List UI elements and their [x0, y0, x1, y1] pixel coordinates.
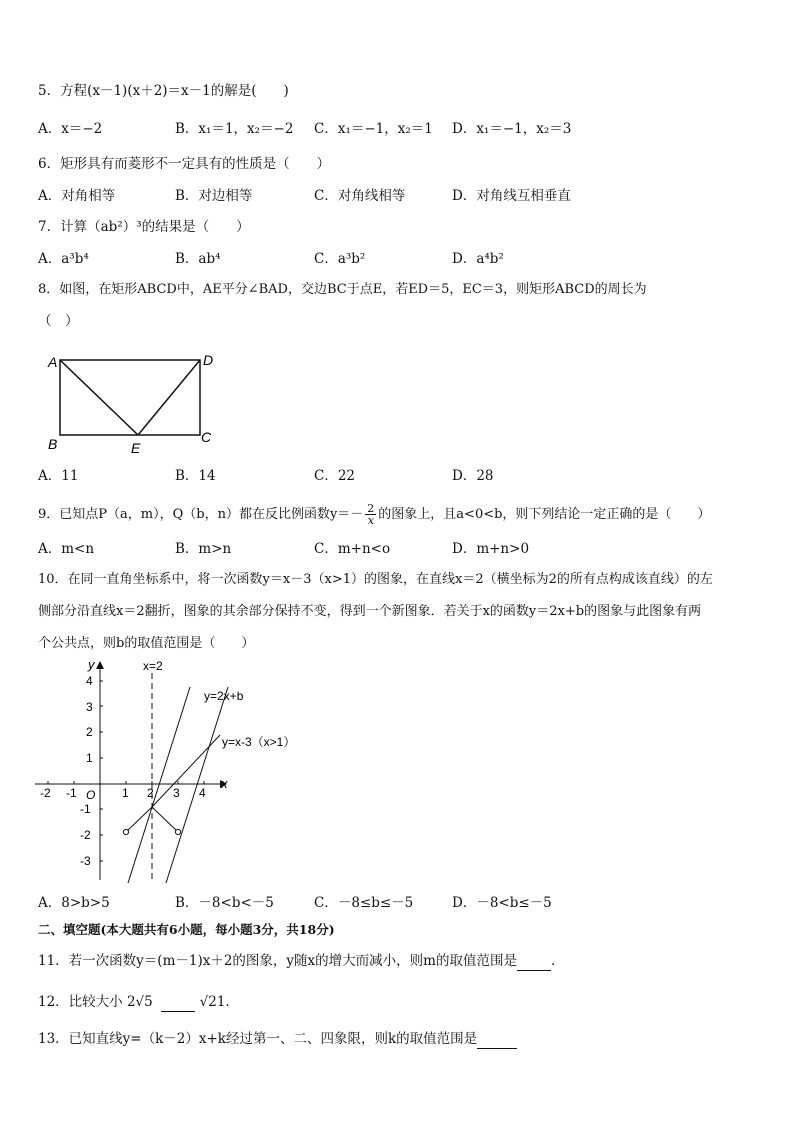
q7-stem: 7．计算（ab²）³的结果是（ ） [38, 219, 250, 235]
x-tick-label: 4 [199, 786, 206, 800]
label-a: A [48, 354, 58, 370]
q6-option-c: C．对角线相等 [314, 188, 406, 204]
q10-option-d: D．－8<b≤－5 [452, 895, 552, 911]
q7-option-a: A．a³b⁴ [38, 251, 89, 267]
q13-stem [38, 1030, 517, 1049]
x-axis-label: x [221, 776, 228, 791]
label-e: E [131, 440, 141, 456]
q13-stem-before: 13．已知直线y=（k－2）x+k经过第一、二、四象限，则k的取值范围是 [38, 1031, 478, 1047]
q9-option-d: D．m+n>0 [452, 541, 530, 557]
q5-option-d: D．x₁＝−1，x₂＝3 [452, 121, 572, 137]
y-axis-arrow [96, 661, 104, 669]
q9-stem-after: 的图象上，且a<0<b，则下列结论一定正确的是（ ） [378, 507, 711, 522]
q9-option-b: B．m>n [175, 541, 232, 557]
q11-answer-blank[interactable] [517, 952, 551, 971]
y-tick-label: -2 [80, 828, 91, 842]
q7-option-d: D．a⁴b² [452, 251, 504, 267]
q9-fraction-numerator: 2 [367, 502, 375, 515]
rectangle-abcd [60, 360, 200, 435]
q10-option-b: B．－8<b<－5 [175, 895, 274, 911]
q8-option-c: C．22 [314, 468, 356, 484]
q10-stem-line1: 10．在同一直角坐标系中，将一次函数y＝x－3（x>1）的图象，在直线x＝2（横坐标为2的所有点构成该直线）的左 [38, 572, 713, 587]
label-b: B [48, 436, 58, 452]
q12-stem-after: √21． [199, 994, 239, 1010]
q8-stem-line2: （ ） [38, 313, 79, 329]
q10-coordinate-graph [30, 655, 320, 885]
line-2x-plus-b-right [166, 687, 228, 883]
label-c: C [201, 429, 212, 445]
q7-option-c: C．a³b² [314, 251, 366, 267]
q9-fraction [365, 503, 376, 526]
dashed-line-label: x=2 [143, 659, 163, 673]
q10-stem-line2: 侧部分沿直线x＝2翻折，图象的其余部分保持不变，得到一个新图象．若关于x的函数y＝2x+b的图象与此图象有两 [38, 604, 702, 619]
reflected-segment [152, 807, 178, 832]
q9-option-c: C．m+n<o [314, 541, 391, 557]
y-axis-label: y [88, 657, 95, 672]
y-tick-label: 4 [86, 674, 93, 688]
q5-stem: 5．方程(x－1)(x＋2)＝x－1的解是( ) [38, 83, 289, 99]
section-title: 二、填空题(本大题共有6小题，每小题3分，共18分) [38, 922, 335, 937]
q7-option-b: B．ab⁴ [175, 251, 221, 267]
q6-option-a: A．对角相等 [38, 188, 116, 204]
open-point-left [123, 829, 128, 834]
y-tick-label: -3 [80, 854, 91, 868]
q12-stem-before: 12．比较大小 2√5 [38, 994, 153, 1010]
open-point-right [175, 829, 180, 834]
q5-option-c: C．x₁＝−1，x₂＝1 [314, 121, 433, 137]
x-tick-label: -2 [40, 786, 51, 800]
q5-option-b: B．x₁＝1，x₂＝−2 [175, 121, 294, 137]
y-tick-label: -1 [80, 802, 91, 816]
segment-ae [60, 360, 138, 435]
q8-rectangle-figure [40, 345, 230, 460]
y-tick-label: 3 [86, 700, 93, 714]
q11-stem-after: ． [550, 953, 565, 969]
q11-stem-before: 11．若一次函数y＝(m－1)x＋2的图象，y随x的增大而减小，则m的取值范围是 [38, 953, 517, 969]
q6-option-b: B．对边相等 [175, 188, 253, 204]
x-tick-label: 1 [122, 786, 129, 800]
q9-stem [38, 503, 710, 526]
q13-answer-blank[interactable] [477, 1030, 517, 1049]
x-tick-label: 2 [147, 786, 154, 800]
line-2x-plus-b-left [128, 687, 190, 883]
q8-stem-line1: 8．如图，在矩形ABCD中，AE平分∠BAD，交边BC于点E，若ED＝5，EC＝3，则矩形ABCD的周长为 [38, 282, 647, 297]
q12-answer-blank[interactable] [161, 993, 195, 1012]
x-tick-label: 3 [173, 786, 180, 800]
q6-option-d: D．对角线互相垂直 [452, 188, 571, 204]
q9-stem-before: 9．已知点P（a，m），Q（b，n）都在反比例函数y＝－ [38, 507, 364, 522]
q10-option-a: A．8>b>5 [38, 895, 110, 911]
origin-label: O [86, 788, 96, 802]
q8-option-d: D．28 [452, 468, 494, 484]
q11-stem [38, 952, 564, 971]
line-2x-plus-b-label: y=2x+b [204, 689, 244, 703]
line-x-minus-3 [152, 735, 220, 807]
label-d: D [203, 352, 214, 368]
q6-stem: 6．矩形具有而菱形不一定具有的性质是（ ） [38, 156, 331, 172]
q8-option-a: A．11 [38, 468, 79, 484]
y-tick-label: 2 [86, 725, 93, 739]
q12-stem [38, 993, 239, 1012]
segment-ed [138, 360, 200, 435]
q5-option-a: A．x＝−2 [38, 121, 103, 137]
q10-stem-line3: 个公共点，则b的取值范围是（ ） [38, 636, 255, 651]
q8-option-b: B．14 [175, 468, 216, 484]
y-tick-label: 1 [86, 751, 93, 765]
q10-option-c: C．－8≤b≤－5 [314, 895, 414, 911]
x-tick-label: -1 [66, 786, 77, 800]
line-x-minus-3-label: y=x-3（x>1） [222, 735, 296, 749]
q9-option-a: A．m<n [38, 541, 95, 557]
q9-fraction-denominator: x [367, 514, 374, 527]
